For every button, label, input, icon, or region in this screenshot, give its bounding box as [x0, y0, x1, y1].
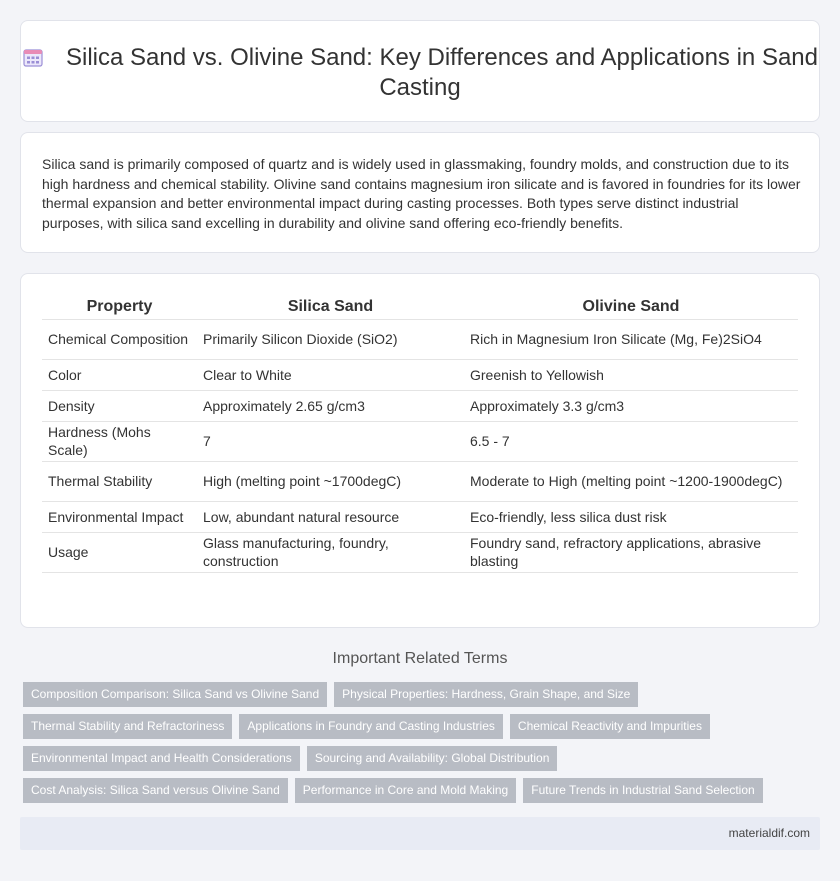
silica-cell: Primarily Silicon Dioxide (SiO2)	[197, 319, 464, 359]
silica-cell: Glass manufacturing, foundry, construction	[197, 532, 464, 572]
comparison-table-card	[20, 273, 820, 628]
silica-cell: Clear to White	[197, 359, 464, 390]
property-cell: Density	[42, 390, 197, 421]
footer	[20, 817, 820, 850]
header-property: Property	[42, 292, 197, 319]
property-cell: Thermal Stability	[42, 461, 197, 501]
related-terms-tags	[23, 682, 813, 810]
olivine-cell: Greenish to Yellowish	[464, 359, 798, 390]
table-row	[42, 532, 798, 572]
comparison-table	[42, 292, 798, 573]
table-row	[42, 319, 798, 359]
property-cell: Chemical Composition	[42, 319, 197, 359]
table-row	[42, 501, 798, 532]
olivine-cell: 6.5 - 7	[464, 421, 798, 461]
page-title-wrap	[21, 43, 819, 103]
silica-cell: 7	[197, 421, 464, 461]
olivine-cell: Eco-friendly, less silica dust risk	[464, 501, 798, 532]
related-tag[interactable]: Composition Comparison: Silica Sand vs Olivine Sand	[23, 682, 327, 707]
silica-cell: Low, abundant natural resource	[197, 501, 464, 532]
silica-cell: High (melting point ~1700degC)	[197, 461, 464, 501]
property-cell: Environmental Impact	[42, 501, 197, 532]
related-tag[interactable]: Thermal Stability and Refractoriness	[23, 714, 232, 739]
related-tag[interactable]: Sourcing and Availability: Global Distribution	[307, 746, 558, 771]
property-cell: Usage	[42, 532, 197, 572]
related-tag[interactable]: Performance in Core and Mold Making	[295, 778, 516, 803]
related-tag[interactable]: Future Trends in Industrial Sand Selection	[523, 778, 762, 803]
related-tag[interactable]: Applications in Foundry and Casting Industries	[239, 714, 502, 739]
property-cell: Color	[42, 359, 197, 390]
tag-row	[23, 714, 813, 739]
header-silica-sand: Silica Sand	[197, 292, 464, 319]
table-row	[42, 390, 798, 421]
intro-card	[20, 132, 820, 253]
header-olivine-sand: Olivine Sand	[464, 292, 798, 319]
tag-row	[23, 746, 813, 771]
olivine-cell: Foundry sand, refractory applications, abrasive blasting	[464, 532, 798, 572]
tag-row	[23, 778, 813, 803]
olivine-cell: Rich in Magnesium Iron Silicate (Mg, Fe)2SiO4	[464, 319, 798, 359]
property-cell: Hardness (Mohs Scale)	[42, 421, 197, 461]
footer-site-link[interactable]: materialdif.com	[728, 826, 810, 840]
tag-row	[23, 682, 813, 707]
related-tag[interactable]: Environmental Impact and Health Considerations	[23, 746, 300, 771]
olivine-cell: Moderate to High (melting point ~1200-1900degC)	[464, 461, 798, 501]
related-tag[interactable]: Physical Properties: Hardness, Grain Shape, and Size	[334, 682, 638, 707]
table-row	[42, 421, 798, 461]
calendar-icon	[22, 46, 44, 68]
silica-cell: Approximately 2.65 g/cm3	[197, 390, 464, 421]
table-row	[42, 359, 798, 390]
related-tag[interactable]: Cost Analysis: Silica Sand versus Olivine Sand	[23, 778, 288, 803]
olivine-cell: Approximately 3.3 g/cm3	[464, 390, 798, 421]
page-title: Silica Sand vs. Olivine Sand: Key Differences and Applications in Sand Casting	[66, 44, 818, 101]
table-row	[42, 461, 798, 501]
related-tag[interactable]: Chemical Reactivity and Impurities	[510, 714, 710, 739]
intro-paragraph: Silica sand is primarily composed of quartz and is widely used in glassmaking, foundry molds, and construction due to its high hardness and chemical stability. Olivine sand contains magnesium iron silicate and is favored in foundries for its lower thermal expansion and better environmental impact during casting processes. Both types serve distinct industrial purposes, with silica sand excelling in durability and olivine sand offering eco-friendly benefits.	[42, 156, 801, 231]
table-header-row	[42, 292, 798, 319]
header-card	[20, 20, 820, 122]
related-terms-title: Important Related Terms	[332, 650, 508, 667]
